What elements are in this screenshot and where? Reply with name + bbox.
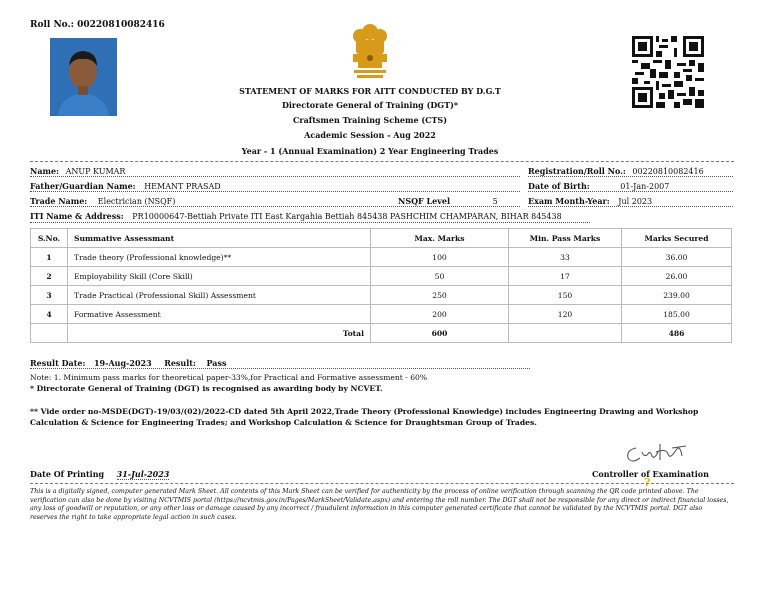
qr-code <box>632 36 704 108</box>
roll-number: Roll No.: 00220810082416 <box>30 20 165 30</box>
candidate-photo <box>50 38 117 116</box>
controller-label: Controller of Examination <box>592 469 709 479</box>
header-secured: Marks Secured <box>622 229 732 248</box>
cell-empty <box>31 324 68 343</box>
separator <box>30 191 520 192</box>
result-date-label: Result Date: <box>30 358 86 368</box>
trade-row <box>30 196 175 206</box>
separator <box>30 483 734 484</box>
cell-secured: 185.00 <box>622 305 732 324</box>
note-2: * Directorate General of Training (DGT) is recognised as awarding body by NCVET. <box>30 384 383 393</box>
name-label: Name: <box>30 166 60 176</box>
separator <box>30 222 590 223</box>
cell-assessment: Formative Assessment <box>68 305 371 324</box>
printing-date: 31-Jul-2023 <box>116 469 170 479</box>
iti-value: PR10000647-Bettiah Private ITI East Kargahia Bettiah 845438 PASHCHIM CHAMPARAN, BIHAR 845438 <box>132 212 562 221</box>
cell-sno: 1 <box>31 248 68 267</box>
cell-max: 50 <box>371 267 509 286</box>
dob-row <box>528 181 669 191</box>
name-value: ANUP KUMAR <box>65 167 126 176</box>
cell-max: 250 <box>371 286 509 305</box>
session-line: Academic Session - Aug 2022 <box>304 130 436 140</box>
reg-label: Registration/Roll No.: <box>528 166 626 176</box>
cell-min: 120 <box>509 305 622 324</box>
father-label: Father/Guardian Name: <box>30 181 136 191</box>
father-value: HEMANT PRASAD <box>144 182 221 191</box>
note-1: Note: 1. Minimum pass marks for theoretical paper-33%,for Practical and Formative assessment - 60% <box>30 373 428 382</box>
exam-label: Exam Month-Year: <box>528 196 610 206</box>
exam-row <box>528 196 652 206</box>
total-max: 600 <box>371 324 509 343</box>
trade-label: Trade Name: <box>30 196 88 206</box>
signature <box>622 438 692 466</box>
dgt-line: Directorate General of Training (DGT)* <box>281 100 459 110</box>
table-row <box>31 248 732 267</box>
separator <box>30 206 520 207</box>
cell-secured: 36.00 <box>622 248 732 267</box>
cell-secured: 239.00 <box>622 286 732 305</box>
cell-max: 100 <box>371 248 509 267</box>
separator <box>30 368 530 369</box>
national-emblem-icon <box>348 20 392 82</box>
cell-secured: 26.00 <box>622 267 732 286</box>
table-header-row <box>31 229 732 248</box>
dob-label: Date of Birth: <box>528 181 590 191</box>
cell-sno: 4 <box>31 305 68 324</box>
cell-sno: 2 <box>31 267 68 286</box>
question-mark-icon: ? <box>644 476 651 489</box>
nsqf-label: NSQF Level <box>398 196 451 206</box>
cell-sno: 3 <box>31 286 68 305</box>
father-row <box>30 181 221 191</box>
printing-label: Date Of Printing <box>30 469 105 479</box>
cts-line: Craftsmen Training Scheme (CTS) <box>293 115 447 125</box>
header-min: Min. Pass Marks <box>509 229 622 248</box>
total-row <box>31 324 732 343</box>
trade-value: Electrician (NSQF) <box>97 197 176 206</box>
header-assessment: Summative Assessmant <box>68 229 371 248</box>
nsqf-value: 5 <box>492 197 498 206</box>
result-row <box>30 358 226 368</box>
cell-min: 17 <box>509 267 622 286</box>
printing-row <box>30 469 169 479</box>
disclaimer-text: This is a digitally signed, computer generated Mark Sheet. All contents of this Mark Sheet can be verified for authenticity by the process of online verification through scanning the QR code printed above. The verification can also be done by visiting NCVTMIS portal (https://ncvtmis.gov.in/Pages/MarkSheet/Validate.aspx) and entering the roll number. The DGT shall not be responsible for any direct or indirect financial losses, any loss of goodwill or reputation, or any other loss or damage caused by any incorrect / fraudulent information in this computer generated certificate that cannot be validated by the NCVTMIS portal. DGT also reserves the right to take appropriate legal action in such cases. <box>30 488 729 521</box>
total-secured: 486 <box>622 324 732 343</box>
result-value: Pass <box>206 358 227 368</box>
reg-value: 00220810082416 <box>632 167 704 176</box>
separator <box>528 191 733 192</box>
separator <box>30 161 734 162</box>
name-row <box>30 166 520 176</box>
header-sno: S.No. <box>31 229 68 248</box>
iti-row <box>30 211 734 221</box>
result-date-value: 19-Aug-2023 <box>93 358 152 368</box>
iti-label: ITI Name & Address: <box>30 211 124 221</box>
separator <box>528 206 733 207</box>
cell-assessment: Trade Practical (Professional Skill) Assessment <box>68 286 371 305</box>
statement-title: STATEMENT OF MARKS FOR AITT CONDUCTED BY D.G.T <box>239 86 501 96</box>
separator <box>30 176 520 177</box>
cell-assessment: Trade theory (Professional knowledge)** <box>68 248 371 267</box>
header-max: Max. Marks <box>371 229 509 248</box>
result-label: Result: <box>164 358 196 368</box>
table-row <box>31 305 732 324</box>
marks-table <box>30 228 732 343</box>
dob-value: 01-Jan-2007 <box>620 182 670 191</box>
separator <box>528 176 733 177</box>
reg-row <box>528 166 733 176</box>
total-label: Total <box>68 324 371 343</box>
cell-min: 150 <box>509 286 622 305</box>
year-line: Year - 1 (Annual Examination) 2 Year Engineering Trades <box>241 146 499 156</box>
nsqf-row <box>398 196 498 206</box>
cell-max: 200 <box>371 305 509 324</box>
cell-empty <box>509 324 622 343</box>
exam-value: Jul 2023 <box>618 197 653 206</box>
table-row <box>31 286 732 305</box>
cell-assessment: Employability Skill (Core Skill) <box>68 267 371 286</box>
table-row <box>31 267 732 286</box>
cell-min: 33 <box>509 248 622 267</box>
note-3: ** Vide order no-MSDE(DGT)-19/03/(02)/2022-CD dated 5th April 2022,Trade Theory (Professional Knowledge) includes Engineering Drawing and Workshop Calculation & Science for Engineering Trades; and Workshop Calculation & Science for Draughtsman Group of Trades. <box>30 407 699 427</box>
